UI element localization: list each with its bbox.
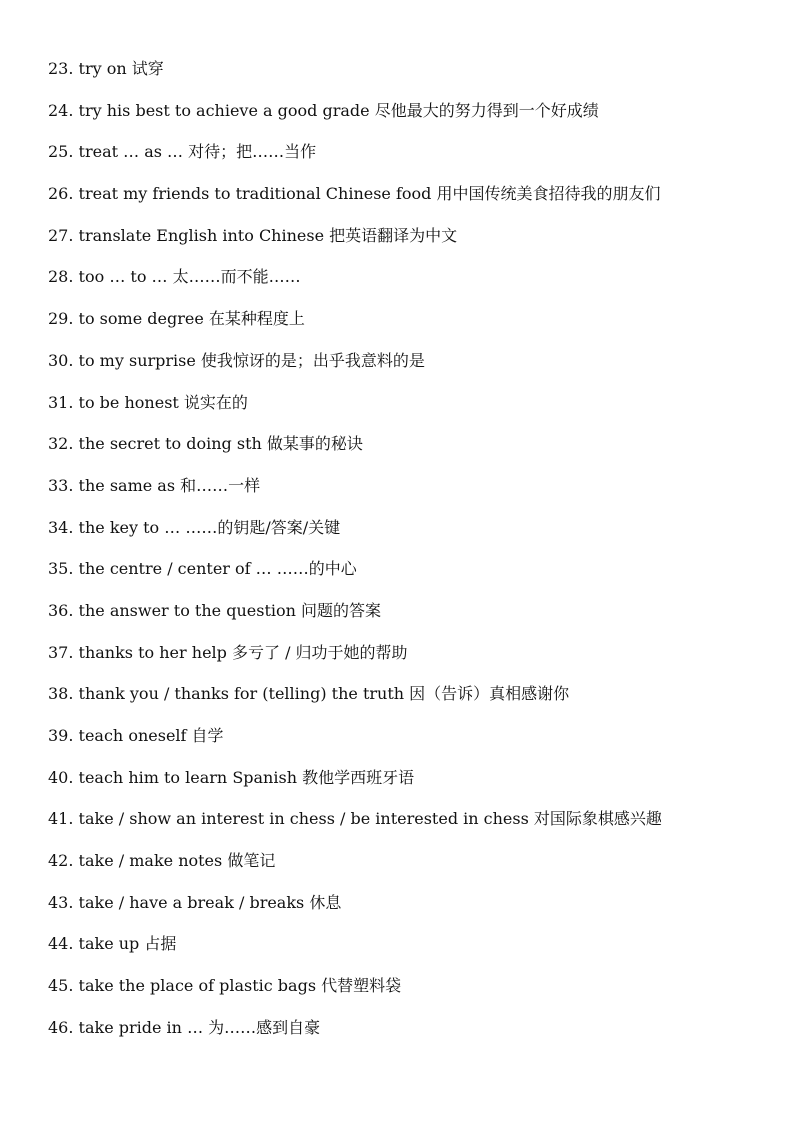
phrase-entry-40 [48,766,662,808]
phrase-text: 35. the centre / center of … ……的中心 [48,559,357,579]
phrase-entry-45 [48,974,662,1016]
phrase-text: 43. take / have a break / breaks 休息 [48,892,342,912]
phrase-text: 41. take / show an interest in chess / be interested in chess 对国际象棋感兴趣 [48,809,662,829]
phrase-list [48,57,662,1058]
phrase-text: 37. thanks to her help 多亏了 / 归功于她的帮助 [48,642,408,662]
phrase-text: 38. thank you / thanks for (telling) the truth 因（告诉）真相感谢你 [48,684,570,704]
phrase-text: 33. the same as 和……一样 [48,475,261,495]
phrase-text: 26. treat my friends to traditional Chinese food 用中国传统美食招待我的朋友们 [48,184,661,204]
phrase-text: 29. to some degree 在某种程度上 [48,309,305,329]
phrase-text: 24. try his best to achieve a good grade 尽他最大的努力得到一个好成绩 [48,100,599,120]
phrase-text: 23. try on 试穿 [48,59,164,78]
phrase-entry-34 [48,516,662,558]
phrase-entry-31 [48,391,662,433]
phrase-entry-30 [48,349,662,391]
phrase-entry-44 [48,932,662,974]
phrase-text: 45. take the place of plastic bags 代替塑料袋 [48,976,402,996]
phrase-text: 31. to be honest 说实在的 [48,392,248,412]
phrase-entry-27 [48,224,662,266]
phrase-entry-41 [48,807,662,849]
phrase-text: 36. the answer to the question 问题的答案 [48,600,382,620]
phrase-entry-29 [48,307,662,349]
phrase-entry-24 [48,99,662,141]
phrase-entry-38 [48,682,662,724]
phrase-entry-32 [48,432,662,474]
phrase-entry-43 [48,891,662,933]
phrase-entry-39 [48,724,662,766]
phrase-text: 42. take / make notes 做笔记 [48,851,276,871]
phrase-text: 27. translate English into Chinese 把英语翻译为中文 [48,225,458,245]
phrase-text: 34. the key to … ……的钥匙/答案/关键 [48,517,341,537]
phrase-text: 30. to my surprise 使我惊讶的是；出乎我意料的是 [48,350,425,370]
phrase-text: 44. take up 占据 [48,934,177,954]
phrase-entry-42 [48,849,662,891]
phrase-entry-33 [48,474,662,516]
phrase-text: 46. take pride in … 为……感到自豪 [48,1017,321,1037]
phrase-entry-37 [48,641,662,683]
phrase-text: 32. the secret to doing sth 做某事的秘诀 [48,434,363,454]
phrase-entry-36 [48,599,662,641]
phrase-entry-28 [48,265,662,307]
phrase-text: 40. teach him to learn Spanish 教他学西班牙语 [48,767,415,787]
phrase-text: 28. too … to … 太……而不能…… [48,267,301,287]
phrase-text: 25. treat … as … 对待；把……当作 [48,142,317,162]
phrase-text: 39. teach oneself 自学 [48,726,224,745]
phrase-entry-26 [48,182,662,224]
phrase-entry-23 [48,57,662,99]
phrase-entry-25 [48,140,662,182]
phrase-entry-46 [48,1016,662,1058]
phrase-entry-35 [48,557,662,599]
